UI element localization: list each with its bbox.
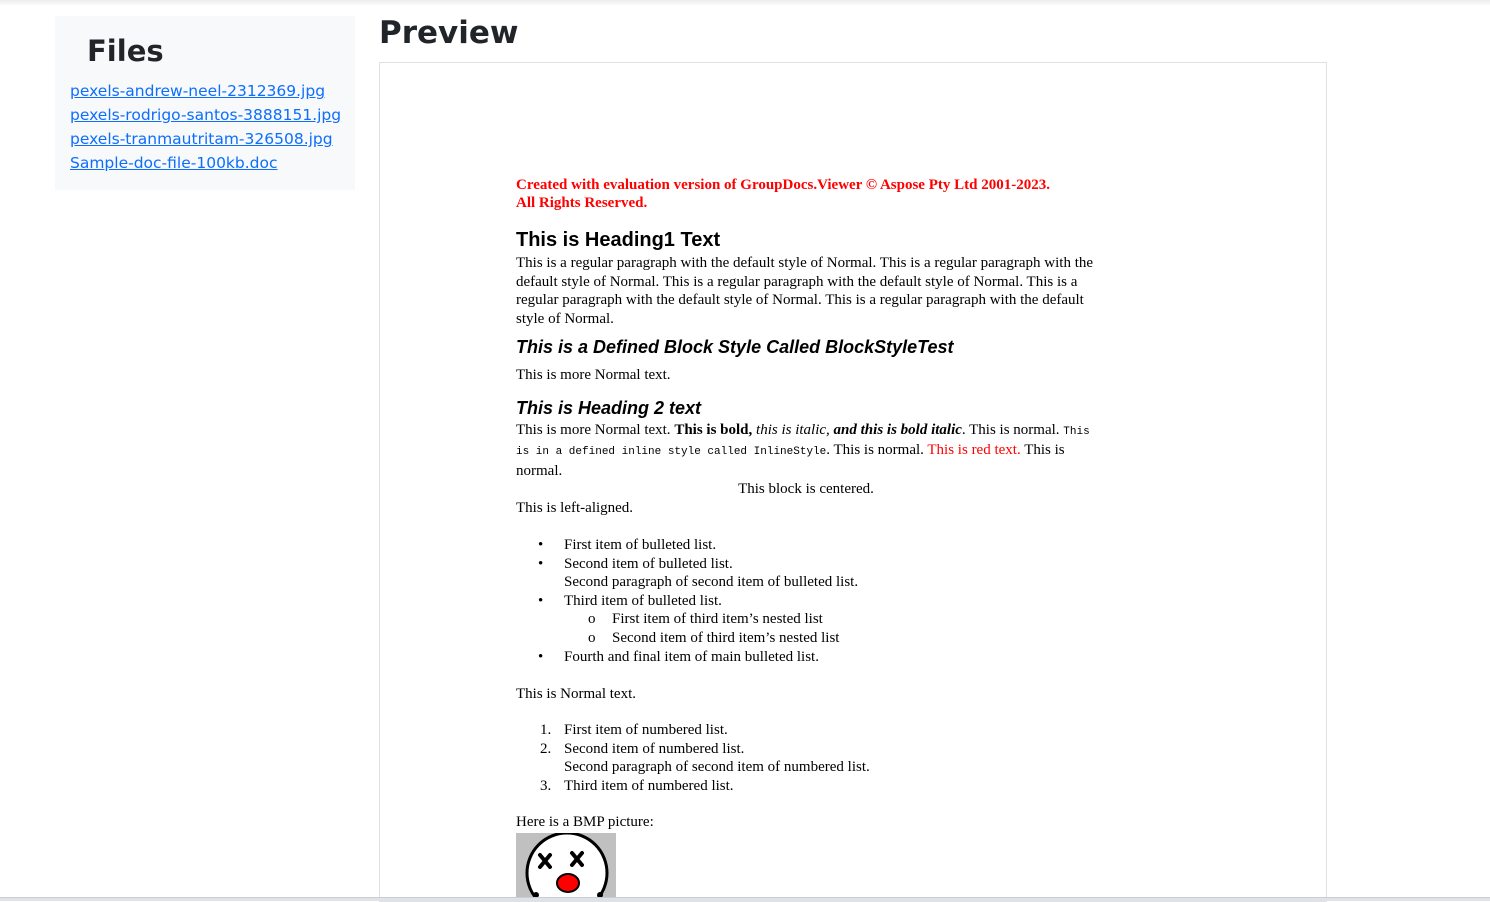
nested-list-item [516,610,1096,629]
list-item [516,777,1096,796]
file-link-sample-doc[interactable]: Sample-doc-file-100kb.doc [70,154,278,172]
block-style-heading: This is a Defined Block Style Called BlockStyleTest [516,337,954,357]
circle-bullet-icon: o [588,629,596,646]
bullet-icon: • [538,592,544,609]
list-item [516,648,1096,667]
bmp-caption: Here is a BMP picture: [516,814,654,830]
list-item-text: Third item of numbered list. [564,777,734,794]
bold-text: This is bold, [674,421,753,438]
list-item [516,721,1096,740]
list-item [516,555,1096,574]
mixed-format-paragraph [516,421,1096,481]
spacer [516,667,1096,685]
numbered-list [516,721,1096,795]
evaluation-notice-line1: Created with evaluation version of GroupDocs.Viewer © Aspose Pty Ltd 2001-2023. [516,177,1050,193]
list-item-text: Second paragraph of second item of numbered list. [564,759,870,775]
file-list-item [70,104,341,128]
list-item [516,536,1096,555]
file-list-item [70,128,341,152]
preview-frame[interactable] [379,62,1327,902]
bullet-icon: • [538,649,544,665]
inline-style-text: This is in a defined inline style called InlineStyle [516,425,1090,458]
list-item-text: Third item of bulleted list. [564,592,722,609]
mixed-text-4: This is normal. [516,442,1065,479]
file-list [70,80,341,176]
bottom-edge [0,897,1490,901]
file-link-tranmautritam[interactable]: pexels-tranmautritam-326508.jpg [70,130,333,148]
bulleted-list [516,536,1096,610]
heading2: This is Heading 2 text [516,397,702,418]
list-item-text: First item of bulleted list. [564,537,717,553]
list-item [516,740,1096,759]
list-item-text: Second item of numbered list. [564,740,745,757]
document-page [516,176,1096,899]
centered-block: This block is centered. [738,481,874,497]
nested-list [516,610,1096,647]
nested-list-item [516,629,1096,648]
files-sidebar [55,16,355,190]
preview-title: Preview [379,15,519,51]
bullet-icon: • [538,537,544,553]
file-list-item [70,80,341,104]
normal-text: This is Normal text. [516,685,636,702]
list-number: 2. [540,740,552,757]
file-list-item [70,152,341,176]
bmp-picture [516,833,616,899]
red-text: This is red text. [927,442,1021,458]
bullet-icon: • [538,555,544,572]
mixed-text-2: . This is normal. [961,421,1064,438]
mixed-text-1: This is more Normal text. [516,421,675,438]
evaluation-notice-line2: All Rights Reserved. [516,195,648,211]
list-item-text: First item of third item’s nested list [612,611,823,627]
clown-face-icon [516,833,616,899]
list-item-text: Second paragraph of second item of bulleted list. [564,574,859,590]
heading1: This is Heading1 Text [516,229,721,251]
list-item-paragraph [516,758,1096,777]
list-number: 1. [540,722,552,738]
more-normal-text: This is more Normal text. [516,367,671,383]
evaluation-notice [516,176,1096,212]
mixed-text-3: . This is normal. [826,442,928,458]
list-item [516,592,1096,611]
bold-italic-text: and this is bold italic [829,421,962,438]
top-edge [0,0,1490,6]
bulleted-list-continued [516,648,1096,667]
list-item-text: Second item of third item’s nested list [612,629,840,646]
files-title: Files [87,34,164,68]
regular-paragraph: This is a regular paragraph with the default style of Normal. This is a regular paragraph with the default style of Normal. This is a regular paragraph with the default style of Normal. This is a regular paragraph with the default style of Normal. This is a regular paragraph with the default style of Normal. [516,255,1094,327]
italic-text: this is italic, [752,421,830,438]
left-aligned-text: This is left-aligned. [516,499,634,516]
spacer [516,795,1096,813]
circle-bullet-icon: o [588,611,596,627]
list-number: 3. [540,777,552,794]
file-link-andrew-neel[interactable]: pexels-andrew-neel-2312369.jpg [70,82,326,100]
list-item-paragraph [516,573,1096,592]
list-item-text: Second item of bulleted list. [564,555,733,572]
spacer [516,703,1096,721]
file-link-rodrigo-santos[interactable]: pexels-rodrigo-santos-3888151.jpg [70,106,342,124]
list-item-text: First item of numbered list. [564,722,728,738]
list-item-text: Fourth and final item of main bulleted list. [564,649,819,665]
